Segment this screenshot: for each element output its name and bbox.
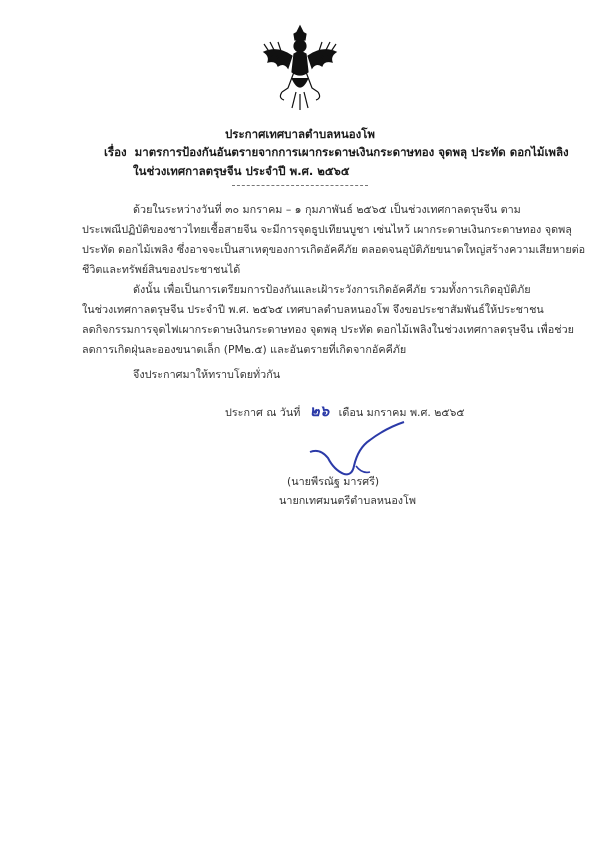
signatory-position: นายกเทศมนตรีตำบลหนองโพ [279, 494, 416, 507]
para3: จึงประกาศมาให้ทราบโดยทั่วกัน [133, 368, 281, 381]
date-day: ๒๖ [309, 402, 330, 420]
date-rest: เดือน มกราคม พ.ศ. ๒๕๖๕ [338, 406, 465, 419]
subject-text-1: มาตรการป้องกันอันตรายจากการเผากระดาษเงินกระดาษทอง จุดพลุ ประทัด ดอกไม้เพลิง [134, 145, 569, 159]
page-title: ประกาศเทศบาลตำบลหนองโพ [225, 127, 375, 141]
subject-line-1 [104, 144, 569, 162]
date-prefix: ประกาศ ณ วันที่ [225, 406, 301, 419]
para2-line-3: ลดกิจกรรมการจุดไฟเผากระดาษเงินกระดาษทอง จุดพลุ ประทัด ดอกไม้เพลิงในช่วงเทศกาลตรุษจีน เพื่อช่วย [82, 323, 574, 336]
para2-line-1: ดังนั้น เพื่อเป็นการเตรียมการป้องกันและเฝ้าระวังการเกิดอัคคีภัย รวมทั้งการเกิดอุบัติภัย [133, 283, 531, 296]
para1-line-1: ด้วยในระหว่างวันที่ ๓๐ มกราคม – ๑ กุมภาพันธ์ ๒๕๖๕ เป็นช่วงเทศกาลตรุษจีน ตาม [133, 203, 521, 216]
signatory-name: (นายพีรณัฐ มารศรี) [287, 475, 380, 488]
para2-line-4: ลดการเกิดฝุ่นละอองขนาดเล็ก (PM๒.๕) และอันตรายที่เกิดจากอัคคีภัย [82, 343, 407, 356]
garuda-emblem-icon [258, 22, 342, 112]
para1-line-3: ประทัด ดอกไม้เพลิง ซึ่งอาจจะเป็นสาเหตุของการเกิดอัคคีภัย ตลอดจนอุบัติภัยขนาดใหญ่สร้างความเสียหายต่อ [82, 243, 586, 256]
para1-line-4: ชีวิตและทรัพย์สินของประชาชนได้ [82, 263, 241, 276]
para1-line-2: ประเพณีปฏิบัติของชาวไทยเชื้อสายจีน จะมีการจุดธูปเทียนบูชา เซ่นไหว้ เผากระดาษเงินกระดาษทอง จุดพลุ [82, 223, 572, 236]
subject-line-2: ในช่วงเทศกาลตรุษจีน ประจำปี พ.ศ. ๒๕๖๕ [133, 164, 350, 178]
para2-line-2: ในช่วงเทศกาลตรุษจีน ประจำปี พ.ศ. ๒๕๖๕ เทศบาลตำบลหนองโพ จึงขอประชาสัมพันธ์ให้ประชาชน [82, 303, 544, 316]
divider [232, 185, 368, 186]
subject-label: เรื่อง [104, 145, 127, 159]
